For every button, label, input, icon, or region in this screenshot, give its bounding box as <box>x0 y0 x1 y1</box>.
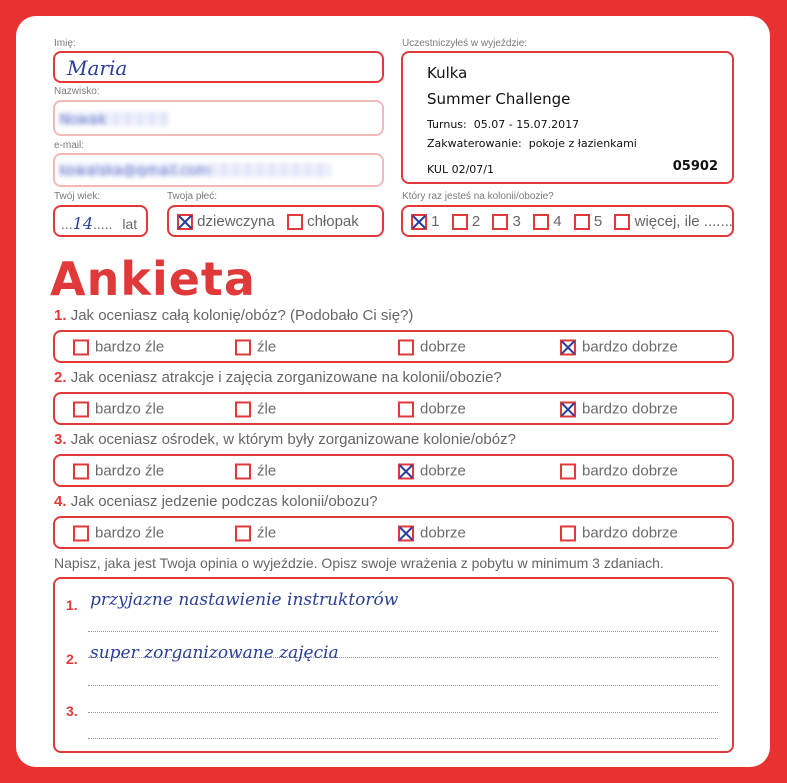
q2-opt-bardzo-zle-checkbox[interactable] <box>73 401 89 417</box>
times-more-label: więcej, ile ....... <box>634 213 733 230</box>
times-4-checkbox[interactable] <box>533 214 549 230</box>
q4-opt-label: źle <box>257 523 277 541</box>
q1-opt-zle-checkbox[interactable] <box>235 339 251 355</box>
question-4: 4. Jak oceniasz jedzenie podczas kolonii/obozu? <box>54 493 378 510</box>
email-label: e-mail: <box>54 140 85 151</box>
q3-opt-bardzo-dobrze-checkbox[interactable] <box>560 463 576 479</box>
opinion-prompt: Napisz, jaka jest Twoja opinia o wyjeździe. Opisz swoje wrażenia z pobytu w minimum 3 zdaniach. <box>54 555 664 571</box>
opinion-line-divider <box>88 738 718 739</box>
camp-name: Kulka <box>427 64 468 82</box>
opinion-line-3-number: 3. <box>66 703 78 719</box>
q1-opt-label: źle <box>257 337 277 355</box>
q4-opt-label: bardzo dobrze <box>582 523 678 541</box>
q2-opt-label: bardzo źle <box>95 399 165 417</box>
accom-value: pokoje z łazienkami <box>528 137 637 150</box>
q2-opt-label: bardzo dobrze <box>582 399 678 417</box>
q1-opt-bardzo-dobrze-checkbox[interactable] <box>560 339 576 355</box>
opinion-line-2-text: super zorganizowane zajęcia <box>90 643 339 663</box>
surname-label: Nazwisko: <box>54 86 100 97</box>
gender-field <box>167 205 384 237</box>
camp-program: Summer Challenge <box>427 90 571 108</box>
q1-opt-bardzo-zle-checkbox[interactable] <box>73 339 89 355</box>
email-value: kowalska@gmail.com <box>59 163 331 177</box>
camp-card-label: Uczestniczyłeś w wyjeździe: <box>402 38 528 49</box>
opinion-line-1-number: 1. <box>66 597 78 613</box>
q3-opt-label: bardzo dobrze <box>582 461 678 479</box>
name-label: Imię: <box>54 38 76 49</box>
age-dots-post: ..... <box>93 216 113 232</box>
q1-opt-label: bardzo źle <box>95 337 165 355</box>
times-5-label: 5 <box>593 213 603 230</box>
gender-label: Twoja płeć: <box>167 191 218 202</box>
q3-opt-zle-checkbox[interactable] <box>235 463 251 479</box>
times-more-checkbox[interactable] <box>614 214 630 230</box>
times-1-checkbox[interactable] <box>411 214 427 230</box>
name-field[interactable] <box>53 51 384 83</box>
gender-male-label: chłopak <box>307 213 359 230</box>
times-field <box>401 205 734 237</box>
question-3-options <box>53 454 734 487</box>
turn-value: 05.07 - 15.07.2017 <box>473 118 580 131</box>
q3-opt-bardzo-zle-checkbox[interactable] <box>73 463 89 479</box>
camp-code: KUL 02/07/1 <box>427 163 494 176</box>
opinion-line-divider <box>88 685 718 686</box>
age-unit: lat <box>122 216 138 232</box>
q3-opt-dobrze-checkbox[interactable] <box>398 463 414 479</box>
camp-number: 05902 <box>672 159 718 174</box>
q2-opt-label: źle <box>257 399 277 417</box>
q4-opt-zle-checkbox[interactable] <box>235 525 251 541</box>
q4-opt-bardzo-zle-checkbox[interactable] <box>73 525 89 541</box>
times-1-label: 1 <box>431 213 440 230</box>
age-value: 14 <box>72 214 94 233</box>
q4-opt-label: dobrze <box>420 523 466 541</box>
question-2-options <box>53 392 734 425</box>
q3-opt-label: dobrze <box>420 461 466 479</box>
turn-label: Turnus: <box>427 118 467 131</box>
age-dots-pre: ... <box>61 216 73 232</box>
q1-opt-label: bardzo dobrze <box>582 337 678 355</box>
q4-opt-dobrze-checkbox[interactable] <box>398 525 414 541</box>
question-3: 3. Jak oceniasz ośrodek, w którym były zorganizowane kolonie/obóz? <box>54 431 516 448</box>
opinion-line-2-number: 2. <box>66 651 78 667</box>
q4-opt-bardzo-dobrze-checkbox[interactable] <box>560 525 576 541</box>
question-4-options <box>53 516 734 549</box>
gender-female-label: dziewczyna <box>197 213 275 230</box>
email-field[interactable] <box>53 153 384 187</box>
page-title: Ankieta <box>50 252 256 306</box>
question-1-options <box>53 330 734 363</box>
gender-male-checkbox[interactable] <box>287 214 303 230</box>
question-1: 1. Jak oceniasz całą kolonię/obóz? (Podobało Ci się?) <box>54 307 414 324</box>
question-2: 2. Jak oceniasz atrakcje i zajęcia zorganizowane na kolonii/obozie? <box>54 369 502 386</box>
times-4-label: 4 <box>553 213 562 230</box>
q4-opt-label: bardzo źle <box>95 523 165 541</box>
q2-opt-bardzo-dobrze-checkbox[interactable] <box>560 401 576 417</box>
opinion-line-divider <box>88 712 718 713</box>
age-label: Twój wiek: <box>54 191 101 202</box>
times-5-checkbox[interactable] <box>574 214 590 230</box>
times-3-checkbox[interactable] <box>492 214 508 230</box>
surname-value: Nowak <box>59 112 169 126</box>
q3-opt-label: źle <box>257 461 277 479</box>
times-2-label: 2 <box>471 213 481 230</box>
q2-opt-label: dobrze <box>420 399 466 417</box>
age-field[interactable] <box>53 205 148 237</box>
q3-opt-label: bardzo źle <box>95 461 165 479</box>
times-2-checkbox[interactable] <box>452 214 468 230</box>
gender-female-checkbox[interactable] <box>177 214 193 230</box>
opinion-line-divider <box>88 631 718 632</box>
camp-card <box>401 51 734 184</box>
surname-field[interactable] <box>53 100 384 136</box>
q1-opt-dobrze-checkbox[interactable] <box>398 339 414 355</box>
accom-label: Zakwaterowanie: <box>427 137 522 150</box>
q2-opt-zle-checkbox[interactable] <box>235 401 251 417</box>
name-value: Maria <box>67 56 128 80</box>
q1-opt-label: dobrze <box>420 337 466 355</box>
q2-opt-dobrze-checkbox[interactable] <box>398 401 414 417</box>
opinion-line-1-text: przyjazne nastawienie instruktorów <box>90 590 399 610</box>
times-label: Który raz jesteś na kolonii/obozie? <box>402 191 554 202</box>
times-3-label: 3 <box>512 213 521 230</box>
